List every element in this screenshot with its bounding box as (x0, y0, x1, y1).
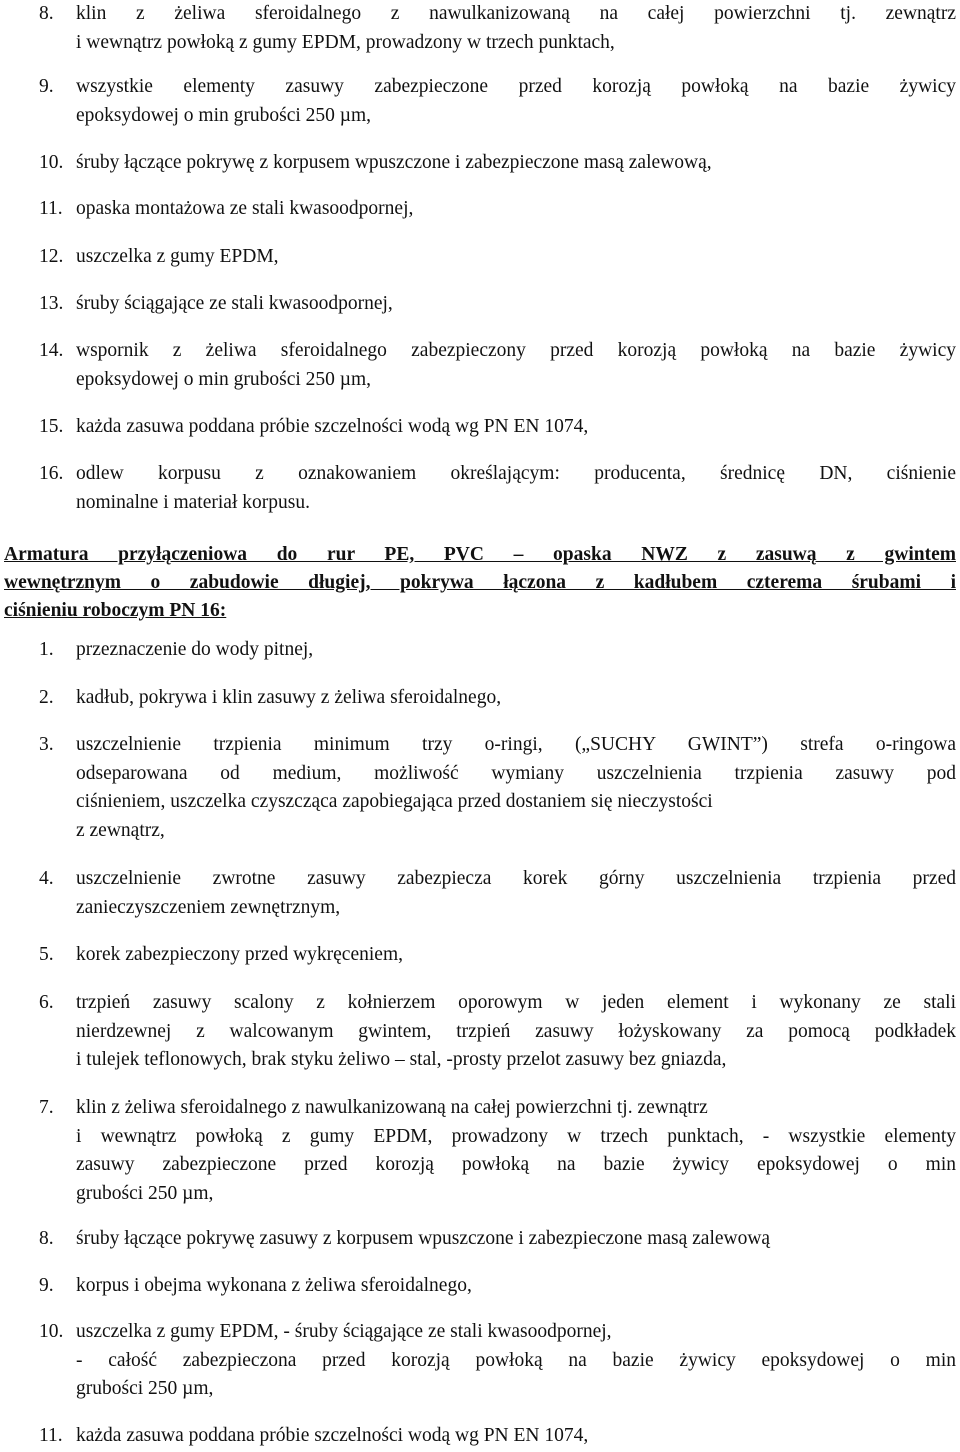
item-number: 12. (39, 246, 64, 267)
list-item (0, 290, 956, 337)
item-text (76, 989, 956, 1075)
item-line: epoksydowej o min grubości 250 µm, (76, 368, 372, 390)
list-item (0, 731, 956, 865)
item-line: uszczelnienie trzpienia minimum trzy o-ringi, („SUCHY GWINT”) strefa o-ringowa (76, 734, 956, 755)
list-item (0, 243, 956, 290)
item-line: przeznaczenie do wody pitnej, (76, 639, 314, 660)
item-number: 1. (39, 639, 54, 660)
item-line: grubości 250 µm, (76, 1182, 214, 1204)
item-line: trzpień zasuwy scalony z kołnierzem oporowym w jeden element i wykonany ze stali (76, 992, 956, 1013)
item-line: - całość zabezpieczona przed korozją powłoką na bazie żywicy epoksydowej o min (76, 1349, 956, 1371)
item-number: 4. (39, 868, 54, 889)
item-text (76, 149, 956, 178)
item-line: uszczelnienie zwrotne zasuwy zabezpiecza korek górny uszczelnienia trzpienia przed (76, 868, 956, 889)
item-line: wspornik z żeliwa sferoidalnego zabezpieczony przed korozją powłoką na bazie żywicy (76, 340, 956, 361)
item-text (76, 243, 956, 272)
list-item (0, 1225, 956, 1272)
item-line: i wewnątrz powłoką z gumy EPDM, prowadzony w trzech punktach, (76, 31, 615, 53)
item-text (76, 337, 956, 394)
item-number: 5. (39, 944, 54, 965)
item-number: 6. (39, 992, 54, 1013)
item-line: wszystkie elementy zasuwy zabezpieczone przed korozją powłoką na bazie żywicy (76, 76, 956, 97)
item-number: 10. (39, 1321, 64, 1342)
item-text (76, 290, 956, 319)
item-line: grubości 250 µm, (76, 1378, 214, 1399)
item-line: nominalne i materiał korpusu. (76, 491, 310, 513)
item-line: nierdzewnej z walcowanym gwintem, trzpień zasuwy łożyskowany za pomocą podkładek (76, 1020, 956, 1042)
list-item (0, 1422, 956, 1452)
list-item (0, 989, 956, 1094)
item-line: każda zasuwa poddana próbie szczelności wodą wg PN EN 1074, (76, 1425, 589, 1446)
item-number: 9. (39, 76, 54, 97)
item-number: 11. (39, 1425, 63, 1446)
item-line: kadłub, pokrywa i klin zasuwy z żeliwa sferoidalnego, (76, 687, 502, 708)
list-item (0, 636, 956, 684)
item-text (76, 731, 956, 845)
heading-line: Armatura przyłączeniowa do rur PE, PVC – opaska NWZ z zasuwą z gwintem (4, 544, 956, 565)
list-item (0, 413, 956, 460)
item-line: odseparowana od medium, możliwość wymiany uszczelnienia trzpienia zasuwy pod (76, 762, 956, 784)
item-text (76, 0, 956, 57)
item-line: korpus i obejma wykonana z żeliwa sferoidalnego, (76, 1275, 472, 1296)
item-number: 3. (39, 734, 54, 755)
item-text (76, 1225, 956, 1254)
item-text (76, 684, 956, 713)
section-heading (4, 541, 956, 625)
item-text (76, 460, 956, 517)
list-item (0, 1272, 956, 1318)
item-line: uszczelka z gumy EPDM, (76, 246, 279, 267)
item-text (76, 1272, 956, 1301)
list-item (0, 684, 956, 731)
item-number: 2. (39, 687, 54, 708)
item-text (76, 195, 956, 224)
item-line: korek zabezpieczony przed wykręceniem, (76, 944, 403, 965)
item-line: uszczelka z gumy EPDM, - śruby ściągające ze stali kwasoodpornej, (76, 1321, 612, 1342)
item-line: zasuwy zabezpieczone przed korozją powłoką na bazie żywicy epoksydowej o min (76, 1154, 956, 1175)
item-line: i tulejek teflonowych, brak styku żeliwo – stal, -prosty przelot zasuwy bez gniazda, (76, 1049, 727, 1070)
list-item (0, 0, 956, 73)
item-number: 15. (39, 416, 64, 437)
item-text (76, 1422, 956, 1451)
spec-list-a (0, 0, 956, 530)
list-item (0, 865, 956, 941)
item-line: śruby ściągające ze stali kwasoodpornej, (76, 293, 393, 314)
item-number: 7. (39, 1097, 54, 1118)
item-text (76, 73, 956, 130)
list-item (0, 195, 956, 243)
item-number: 13. (39, 293, 64, 314)
item-text (76, 865, 956, 922)
item-number: 10. (39, 152, 64, 173)
item-text (76, 1094, 956, 1208)
item-line: śruby łączące pokrywę z korpusem wpuszczone i zabezpieczone masą zalewową, (76, 152, 712, 173)
item-line: każda zasuwa poddana próbie szczelności wodą wg PN EN 1074, (76, 416, 589, 437)
item-line: zanieczyszczeniem zewnętrznym, (76, 896, 341, 918)
item-line: epoksydowej o min grubości 250 µm, (76, 104, 372, 126)
list-item (0, 337, 956, 413)
list-item (0, 1094, 956, 1225)
item-number: 14. (39, 340, 64, 361)
item-line: klin z żeliwa sferoidalnego z nawulkanizowaną na całej powierzchni tj. zewnątrz (76, 1097, 708, 1118)
item-number: 8. (39, 1228, 54, 1249)
item-number: 16. (39, 463, 64, 484)
item-line: opaska montażowa ze stali kwasoodpornej, (76, 198, 414, 219)
list-item (0, 149, 956, 195)
item-text (76, 1318, 956, 1404)
item-line: odlew korpusu z oznakowaniem określającym: producenta, średnicę DN, ciśnienie (76, 463, 956, 484)
list-item (0, 460, 956, 530)
item-text (76, 413, 956, 442)
item-number: 9. (39, 1275, 54, 1296)
item-text (76, 636, 956, 665)
item-line: z zewnątrz, (76, 819, 165, 841)
list-item (0, 941, 956, 989)
heading-line: ciśnieniu roboczym PN 16: (4, 600, 227, 621)
list-item (0, 1318, 956, 1422)
spec-list-b (0, 636, 956, 1452)
item-line: ciśnieniem, uszczelka czyszcząca zapobiegająca przed dostaniem się nieczystości (76, 791, 713, 812)
item-number: 8. (39, 3, 54, 24)
item-text (76, 941, 956, 970)
item-line: i wewnątrz powłoką z gumy EPDM, prowadzony w trzech punktach, - wszystkie elementy (76, 1125, 956, 1147)
item-line: klin z żeliwa sferoidalnego z nawulkanizowaną na całej powierzchni tj. zewnątrz (76, 3, 956, 24)
list-item (0, 73, 956, 149)
item-number: 11. (39, 198, 63, 219)
heading-line: wewnętrznym o zabudowie długiej, pokrywa łączona z kadłubem czterema śrubami i (4, 572, 956, 593)
item-line: śruby łączące pokrywę zasuwy z korpusem wpuszczone i zabezpieczone masą zalewową (76, 1228, 771, 1249)
